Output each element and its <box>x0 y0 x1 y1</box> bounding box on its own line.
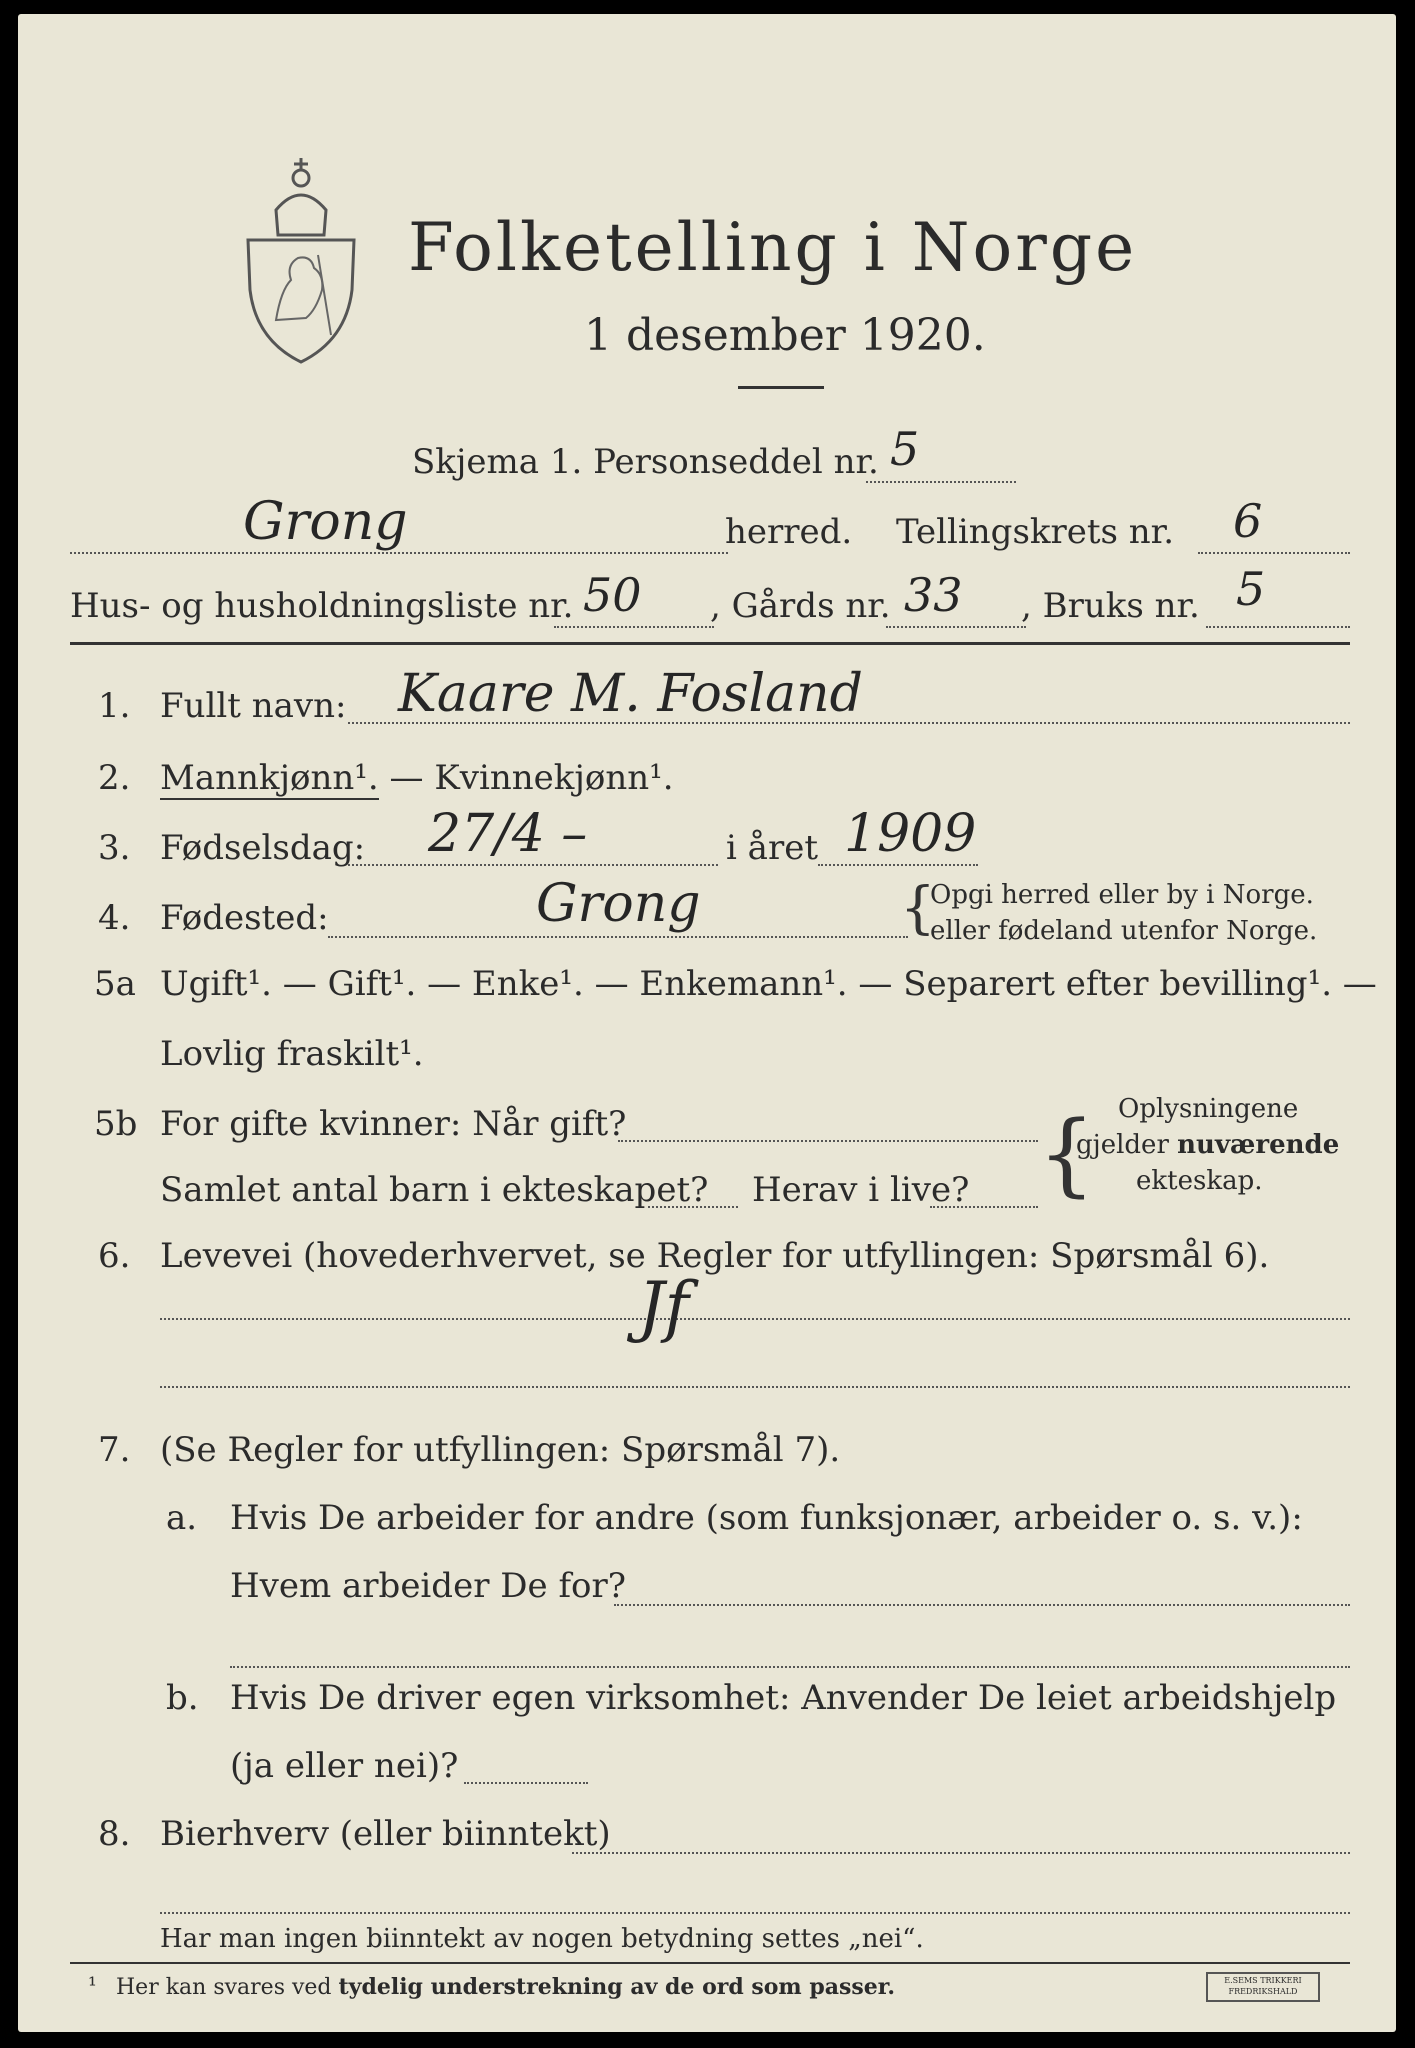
form-title: Folketelling i Norge <box>408 209 1138 286</box>
q1-number: 1. <box>98 686 131 726</box>
q5b-label2: Samlet antal barn i ekteskapet? <box>160 1170 709 1210</box>
q2-options <box>160 758 674 798</box>
census-form <box>18 14 1396 2032</box>
q5b-dotline2 <box>648 1206 738 1208</box>
q3-number: 3. <box>98 828 131 868</box>
q4-brace: { <box>900 876 936 941</box>
sex-separator: — <box>378 758 435 798</box>
herred-label: herred. <box>725 512 853 552</box>
title-divider <box>738 386 824 389</box>
bruks-value: 5 <box>1236 562 1266 616</box>
herred-dotline <box>70 552 728 554</box>
gards-value: 33 <box>904 568 963 622</box>
biinntekt-note: Har man ingen biinntekt av nogen betydning settes „nei“. <box>160 1924 924 1954</box>
q3-year-dotline <box>818 864 978 866</box>
q5b-note-line2 <box>1076 1130 1339 1160</box>
q5b-note-line3: ekteskap. <box>1136 1166 1263 1196</box>
q7a-line2: Hvem arbeider De for? <box>230 1566 626 1606</box>
hus-label: Hus- og husholdningsliste nr. <box>70 586 574 626</box>
hus-value: 50 <box>583 568 642 622</box>
q5a-line2: Lovlig fraskilt¹. <box>160 1034 424 1074</box>
q8-label: Bierhverv (eller biinntekt) <box>160 1814 611 1854</box>
birthday-value: 27/4 – <box>428 804 588 864</box>
q7a-line1: Hvis De arbeider for andre (som funksjonær, arbeider o. s. v.): <box>230 1498 1303 1538</box>
tellingskrets-value: 6 <box>1233 494 1263 548</box>
q8-number: 8. <box>98 1814 131 1854</box>
q5a-line1: Ugift¹. — Gift¹. — Enke¹. — Enkemann¹. — Separert efter bevilling¹. — <box>160 964 1377 1004</box>
q5b-note-line1: Oplysningene <box>1118 1094 1299 1124</box>
personseddel-number: 5 <box>890 422 920 476</box>
q7b-dotline <box>464 1782 588 1784</box>
q6-dotline2 <box>160 1386 1350 1388</box>
footnote-text-a: Her kan svares ved <box>116 1975 339 2000</box>
tellingskrets-dotline <box>1198 552 1350 554</box>
q5b-number: 5b <box>94 1104 138 1144</box>
q1-label: Fullt navn: <box>160 686 347 726</box>
sex-male-option: Mannkjønn¹. <box>160 758 379 798</box>
q5b-dotline1 <box>618 1140 1038 1142</box>
birth-year-value: 1909 <box>844 804 977 864</box>
q8-dotline1 <box>572 1852 1350 1854</box>
schema-label: Skjema 1. Personseddel nr. <box>412 442 879 482</box>
footnote-mark: ¹ <box>88 1974 97 1999</box>
q7b-letter: b. <box>166 1678 199 1718</box>
bruks-dotline <box>1206 626 1350 628</box>
hus-dotline <box>554 626 714 628</box>
q4-dotline <box>328 936 908 938</box>
footnote-rule <box>70 1962 1350 1964</box>
q5b-dotline3 <box>930 1206 1038 1208</box>
q7b-line2: (ja eller nei)? <box>230 1746 459 1786</box>
q3-dotline <box>348 864 718 866</box>
header-rule <box>70 642 1350 645</box>
form-date: 1 desember 1920. <box>584 310 986 361</box>
q2-number: 2. <box>98 758 131 798</box>
full-name-value: Kaare M. Fosland <box>398 664 863 724</box>
coat-of-arms-icon <box>236 140 366 365</box>
q3-label: Fødselsdag: <box>160 828 366 868</box>
birthplace-value: Grong <box>536 874 701 934</box>
q7a-letter: a. <box>166 1498 198 1538</box>
printer-stamp: E.SEMS TRIKKERI FREDRIKSHALD <box>1206 1972 1320 2002</box>
q5b-note-line2a: gjelder <box>1076 1130 1178 1160</box>
footnote-text <box>116 1974 895 2000</box>
q5a-number: 5a <box>94 964 136 1004</box>
gards-dotline <box>886 626 1026 628</box>
q5b-label1: For gifte kvinner: Når gift? <box>160 1104 627 1144</box>
q7b-line1: Hvis De driver egen virksomhet: Anvender De leiet arbeidshjelp <box>230 1678 1337 1718</box>
bruks-label: , Bruks nr. <box>1021 586 1200 626</box>
q6-number: 6. <box>98 1236 131 1276</box>
sex-female-option: Kvinnekjønn¹. <box>434 758 674 798</box>
q3-year-label: i året <box>726 828 818 868</box>
tellingskrets-label: Tellingskrets nr. <box>896 512 1175 552</box>
q7a-dotline2 <box>230 1666 1350 1668</box>
q4-note-line2: eller fødeland utenfor Norge. <box>930 916 1318 946</box>
q5b-note-line2b: nuværende <box>1177 1130 1340 1160</box>
q6-dotline1 <box>160 1318 1350 1320</box>
q7a-dotline1 <box>614 1604 1350 1606</box>
gards-label: , Gårds nr. <box>710 586 891 626</box>
occupation-value: Jf <box>638 1268 689 1345</box>
q8-dotline2 <box>160 1912 1350 1914</box>
q5b-brace: { <box>1038 1102 1096 1207</box>
schema-dotline <box>866 481 1016 483</box>
footnote-text-b: tydelig understrekning av de ord som passer. <box>338 1974 896 2000</box>
q4-number: 4. <box>98 898 131 938</box>
q7-number: 7. <box>98 1430 131 1470</box>
herred-value: Grong <box>243 492 408 552</box>
q4-label: Fødested: <box>160 898 329 938</box>
q6-label: Levevei (hovederhvervet, se Regler for utfyllingen: Spørsmål 6). <box>160 1236 1270 1276</box>
q4-note-line1: Opgi herred eller by i Norge. <box>930 880 1314 910</box>
q7-label: (Se Regler for utfyllingen: Spørsmål 7). <box>160 1430 841 1470</box>
q5b-label3: Herav i live? <box>752 1170 970 1210</box>
